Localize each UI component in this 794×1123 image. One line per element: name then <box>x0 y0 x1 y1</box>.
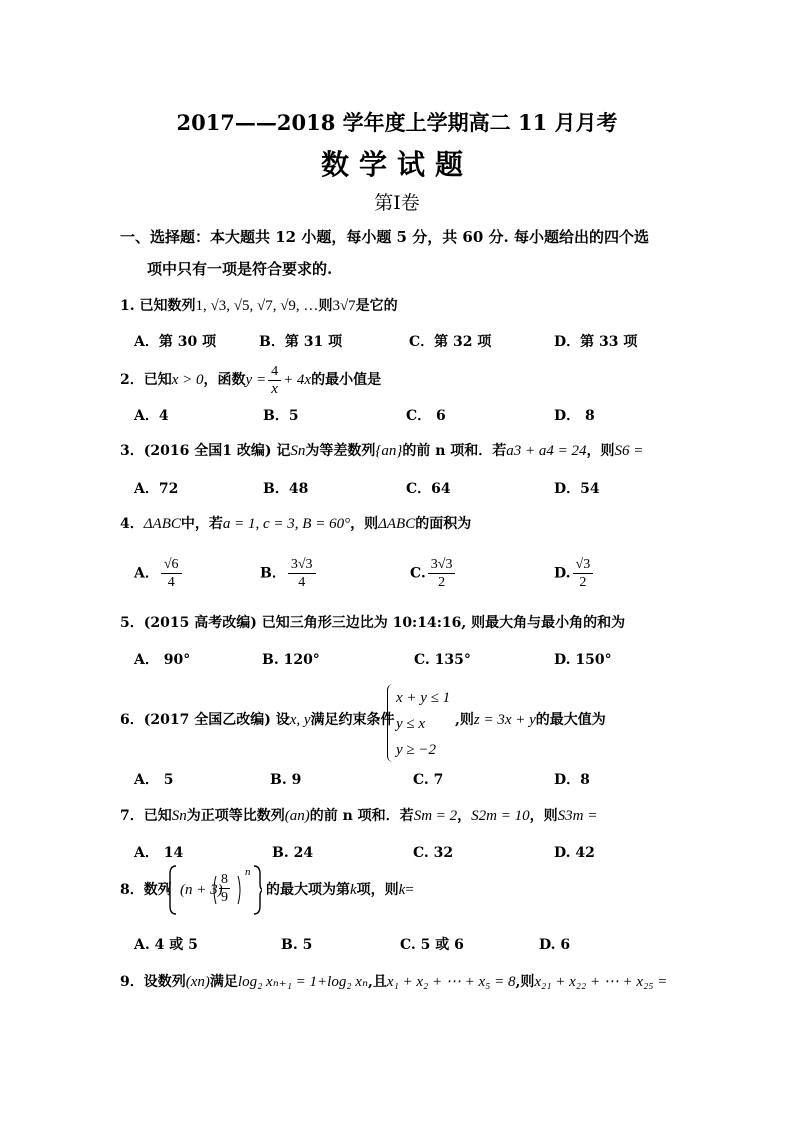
q6-option-d[interactable]: D．8 <box>554 772 590 788</box>
q4-b-den: 4 <box>298 575 306 590</box>
q1-target: 3√7 <box>332 298 356 314</box>
question-6 <box>120 710 395 730</box>
q7-option-d[interactable]: D. 42 <box>554 845 595 861</box>
q4-a-num: √6 <box>161 556 182 574</box>
q9-xn: (xn) <box>185 974 210 990</box>
q1-option-a[interactable]: A．第 30 项 <box>134 334 217 350</box>
q5-option-d[interactable]: D. 150° <box>554 652 612 668</box>
q2-suffix: 的最小值是 <box>311 372 382 388</box>
q4-condition: a = 1, c = 3, B = 60° <box>222 516 351 532</box>
q7-option-c[interactable]: C. 32 <box>413 845 454 861</box>
q4-a-den: 4 <box>167 575 175 590</box>
q3-prefix: 3．(2016 全国1 改编) 记 <box>120 443 291 459</box>
q3-sn: Sn <box>290 443 306 459</box>
q4-triangle-2: ΔABC <box>378 516 416 532</box>
question-9 <box>120 972 667 992</box>
q8-frac-num: 8 <box>221 872 228 887</box>
question-5: 5．(2015 高考改编) 已知三角形三边比为 10:14:16, 则最大角与最小角的和为 <box>120 615 626 631</box>
q3-an: {an} <box>375 443 403 459</box>
q7-sep: ， <box>457 808 472 824</box>
q9-prefix: 9．设数列 <box>120 974 186 990</box>
q4-option-d[interactable] <box>554 556 595 591</box>
q4-suffix: 的面积为 <box>415 516 472 532</box>
q8-k2: k <box>398 882 406 898</box>
q4-option-c[interactable] <box>410 556 457 591</box>
q3-option-c[interactable]: C．64 <box>406 481 451 497</box>
q4-option-a[interactable] <box>134 556 184 591</box>
q4-mid: 中，若 <box>180 516 223 532</box>
q6-prefix: 6．(2017 全国乙改编) 设 <box>120 712 290 728</box>
q2-option-b[interactable]: B．5 <box>263 408 299 424</box>
question-8-prefix: 8．数列 <box>120 882 172 898</box>
q1-prefix: 1. 已知数列 <box>120 298 196 314</box>
q4-a-label: A． <box>134 565 159 582</box>
q6-mid: 满足约束条件 <box>310 712 395 728</box>
q1-option-c[interactable]: C．第 32 项 <box>409 334 492 350</box>
q1-mid: 则 <box>318 298 333 314</box>
q4-d-label: D. <box>554 565 571 582</box>
q8-frac-den: 9 <box>221 890 228 905</box>
q6-option-c[interactable]: C. 7 <box>413 772 444 788</box>
q8-mid: 的最大项为第 <box>266 882 350 898</box>
q9-mid: 满足 <box>209 974 238 990</box>
q6-constraints <box>396 685 450 763</box>
q4-b-fraction <box>288 556 316 591</box>
q8-option-d[interactable]: D. 6 <box>539 937 571 953</box>
q8-option-b[interactable]: B. 5 <box>281 937 313 953</box>
q5-option-c[interactable]: C. 135° <box>414 652 471 668</box>
q2-option-d[interactable]: D． 8 <box>554 408 595 424</box>
q6-option-a[interactable]: A． 5 <box>134 772 174 788</box>
q1-option-d[interactable]: D．第 33 项 <box>554 334 638 350</box>
q4-c-den: 2 <box>438 575 446 590</box>
q3-option-a[interactable]: A．72 <box>134 481 179 497</box>
q6-suffix: 的最大值为 <box>535 712 606 728</box>
q6-target: z = 3x + y <box>473 712 536 728</box>
q5-option-b[interactable]: B. 120° <box>262 652 320 668</box>
q2-func-rhs: + 4x <box>283 372 312 388</box>
q1-suffix: 是它的 <box>355 298 398 314</box>
q7-mid1: 为正项等比数列 <box>186 808 285 824</box>
q7-prefix: 7．已知 <box>120 808 172 824</box>
q6-constraint-2: y ≤ x <box>396 716 426 732</box>
page-title: 数学试题 <box>320 148 473 181</box>
q2-option-c[interactable]: C． 6 <box>406 408 446 424</box>
q2-mid: ，函数 <box>203 372 246 388</box>
q7-mid3: ，则 <box>529 808 558 824</box>
q2-frac-den: x <box>271 380 278 397</box>
q7-cond-2: S2m = 10 <box>471 808 530 824</box>
q4-d-den: 2 <box>579 575 587 590</box>
q8-fraction <box>219 871 230 906</box>
q8-eq: = <box>405 882 414 898</box>
q7-target: S3m = <box>557 808 598 824</box>
q2-prefix: 2．已知 <box>120 372 172 388</box>
q8-option-a[interactable]: A. 4 或 5 <box>134 937 198 953</box>
q7-sn: Sn <box>171 808 187 824</box>
q3-option-b[interactable]: B．48 <box>263 481 309 497</box>
question-6-tail <box>455 710 606 730</box>
q3-target: S6 = <box>614 443 644 459</box>
q6-constraint-3: y ≥ −2 <box>396 742 437 758</box>
q8-k: k <box>350 882 357 898</box>
section-instructions-line2: 项中只有一项是符合要求的. <box>147 260 333 278</box>
q8-mid2: 项，则 <box>356 882 399 898</box>
q2-condition: x > 0 <box>171 372 204 388</box>
q7-an: (an) <box>284 808 310 824</box>
q7-option-a[interactable]: A． 14 <box>134 845 184 861</box>
q7-cond-1: Sm = 2 <box>413 808 458 824</box>
q9-mid2: ,且 <box>368 974 387 990</box>
q4-d-num: √3 <box>573 556 594 574</box>
q1-option-b[interactable]: B．第 31 项 <box>259 334 343 350</box>
question-7 <box>120 806 597 826</box>
q6-mid2: ,则 <box>455 712 474 728</box>
q7-mid2: 的前 n 项和．若 <box>309 808 414 824</box>
question-1 <box>120 296 398 316</box>
q4-option-b[interactable] <box>260 556 318 591</box>
q2-fraction <box>268 363 281 398</box>
q6-vars: x, y <box>289 712 311 728</box>
volume-label: 第Ⅰ卷 <box>374 192 420 214</box>
q6-constraint-brace <box>387 684 396 762</box>
q9-condition: x₁ + x₂ + ⋯ + x₅ = 8 <box>386 974 516 990</box>
q8-option-c[interactable]: C. 5 或 6 <box>400 937 464 953</box>
question-3 <box>120 441 643 461</box>
q6-option-b[interactable]: B. 9 <box>270 772 302 788</box>
section-instructions-line1: 一、选择题：本大题共 12 小题，每小题 5 分，共 60 分. 每小题给出的四个选 <box>120 228 649 246</box>
q1-sequence: 1, √3, √5, √7, √9, … <box>195 298 319 314</box>
q4-c-num: 3√3 <box>428 556 456 574</box>
q2-option-a[interactable]: A．4 <box>134 408 169 424</box>
q4-prefix: 4． <box>120 516 144 532</box>
q4-triangle: ΔABC <box>143 516 181 532</box>
q8-term-a: (n + 3) <box>180 882 223 898</box>
q3-mid1: 为等差数列 <box>305 443 376 459</box>
q6-constraint-1: x + y ≤ 1 <box>396 690 451 706</box>
exam-header: 2017——2018 学年度上学期高二 11 月月考 <box>176 110 618 135</box>
q9-target: x₂₁ + x₂₂ + ⋯ + x₂₅ = <box>534 974 668 990</box>
q4-c-label: C. <box>410 565 426 582</box>
q5-option-a[interactable]: A． 90° <box>134 652 191 668</box>
q4-a-fraction <box>161 556 182 591</box>
q4-c-fraction <box>428 556 456 591</box>
q4-d-fraction <box>573 556 594 591</box>
q4-mid2: ，则 <box>350 516 379 532</box>
q2-func-lhs: y = <box>245 372 267 388</box>
q3-condition: a3 + a4 = 24 <box>506 443 587 459</box>
q4-b-num: 3√3 <box>288 556 316 574</box>
q2-frac-num: 4 <box>268 363 281 381</box>
q9-mid3: ,则 <box>515 974 535 990</box>
question-8-tail <box>266 880 414 900</box>
q3-mid2: 的前 n 项和．若 <box>402 443 507 459</box>
q9-relation: log₂ xₙ₊₁ = 1+log₂ xₙ <box>237 974 369 990</box>
question-2 <box>120 362 381 398</box>
q3-mid3: ，则 <box>586 443 615 459</box>
question-4 <box>120 514 471 534</box>
q7-option-b[interactable]: B. 24 <box>272 845 314 861</box>
q3-option-d[interactable]: D．54 <box>554 481 600 497</box>
q8-exponent: n <box>245 866 251 878</box>
q4-b-label: B． <box>260 565 286 582</box>
